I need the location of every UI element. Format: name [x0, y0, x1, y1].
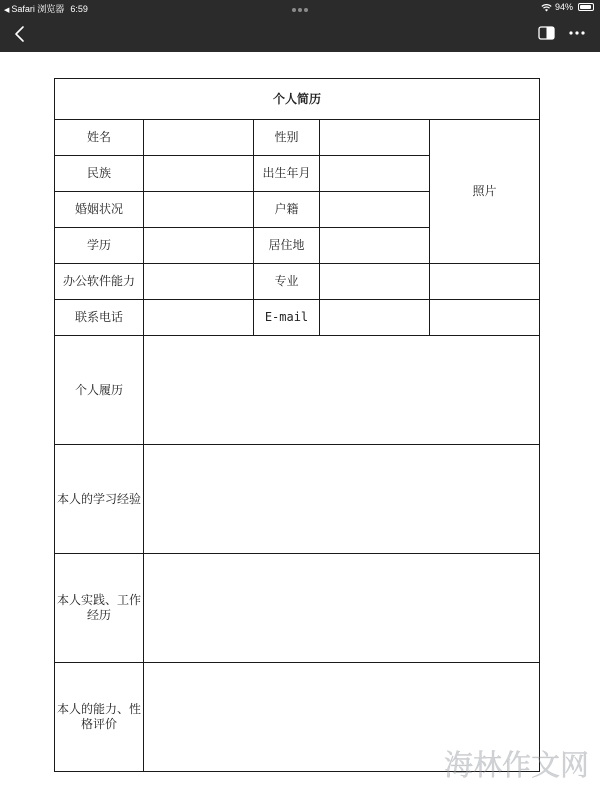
- label-evaluation: 本人的能力、性格评价: [55, 663, 144, 772]
- status-indicators: [541, 2, 594, 12]
- status-bar: [0, 0, 600, 16]
- label-birth: 出生年月: [254, 156, 320, 192]
- field-email[interactable]: [320, 300, 430, 336]
- resume-title: [55, 79, 540, 120]
- resume-table: [54, 78, 540, 772]
- label-office-skills: 办公软件能力: [55, 264, 144, 300]
- sidebar-icon[interactable]: [538, 26, 555, 40]
- label-work: 本人实践、工作经历: [55, 554, 144, 663]
- field-phone[interactable]: [144, 300, 254, 336]
- field-residence[interactable]: [320, 228, 430, 264]
- back-app-label: Safari 浏览器: [11, 4, 65, 14]
- photo-cell[interactable]: 照片: [430, 120, 540, 264]
- status-time: 6:59: [70, 4, 88, 14]
- label-marital: 婚姻状况: [55, 192, 144, 228]
- field-work[interactable]: [144, 554, 540, 663]
- field-study[interactable]: [144, 445, 540, 554]
- label-study: 本人的学习经验: [55, 445, 144, 554]
- field-birth[interactable]: [320, 156, 430, 192]
- battery-icon: [578, 3, 594, 11]
- label-major: 专业: [254, 264, 320, 300]
- document-view[interactable]: [0, 52, 600, 799]
- label-phone: 联系电话: [55, 300, 144, 336]
- browser-toolbar: [0, 16, 600, 52]
- field-office-skills[interactable]: [144, 264, 254, 300]
- watermark-text: 海林作文网: [444, 748, 590, 782]
- field-hukou[interactable]: [320, 192, 430, 228]
- label-email: E-mail: [254, 300, 320, 336]
- ellipsis-icon[interactable]: [568, 26, 586, 40]
- status-back-to-app[interactable]: [4, 2, 88, 15]
- chevron-left-icon[interactable]: [10, 24, 30, 44]
- label-name: 姓名: [55, 120, 144, 156]
- field-evaluation[interactable]: [144, 663, 540, 772]
- multitask-dots-icon[interactable]: [292, 4, 310, 14]
- label-ethnicity: 民族: [55, 156, 144, 192]
- label-history: 个人履历: [55, 336, 144, 445]
- resume-title-text: 个人简历: [273, 91, 322, 106]
- back-triangle-icon: ◀: [4, 7, 10, 14]
- field-history[interactable]: [144, 336, 540, 445]
- label-gender: 性别: [254, 120, 320, 156]
- field-ethnicity[interactable]: [144, 156, 254, 192]
- wifi-icon: [541, 3, 552, 12]
- field-marital[interactable]: [144, 192, 254, 228]
- field-major-extra[interactable]: [430, 264, 540, 300]
- field-major[interactable]: [320, 264, 430, 300]
- field-name[interactable]: [144, 120, 254, 156]
- field-gender[interactable]: [320, 120, 430, 156]
- battery-percent: 94%: [554, 2, 573, 12]
- field-email-extra[interactable]: [430, 300, 540, 336]
- label-education: 学历: [55, 228, 144, 264]
- field-education[interactable]: [144, 228, 254, 264]
- label-hukou: 户籍: [254, 192, 320, 228]
- label-residence: 居住地: [254, 228, 320, 264]
